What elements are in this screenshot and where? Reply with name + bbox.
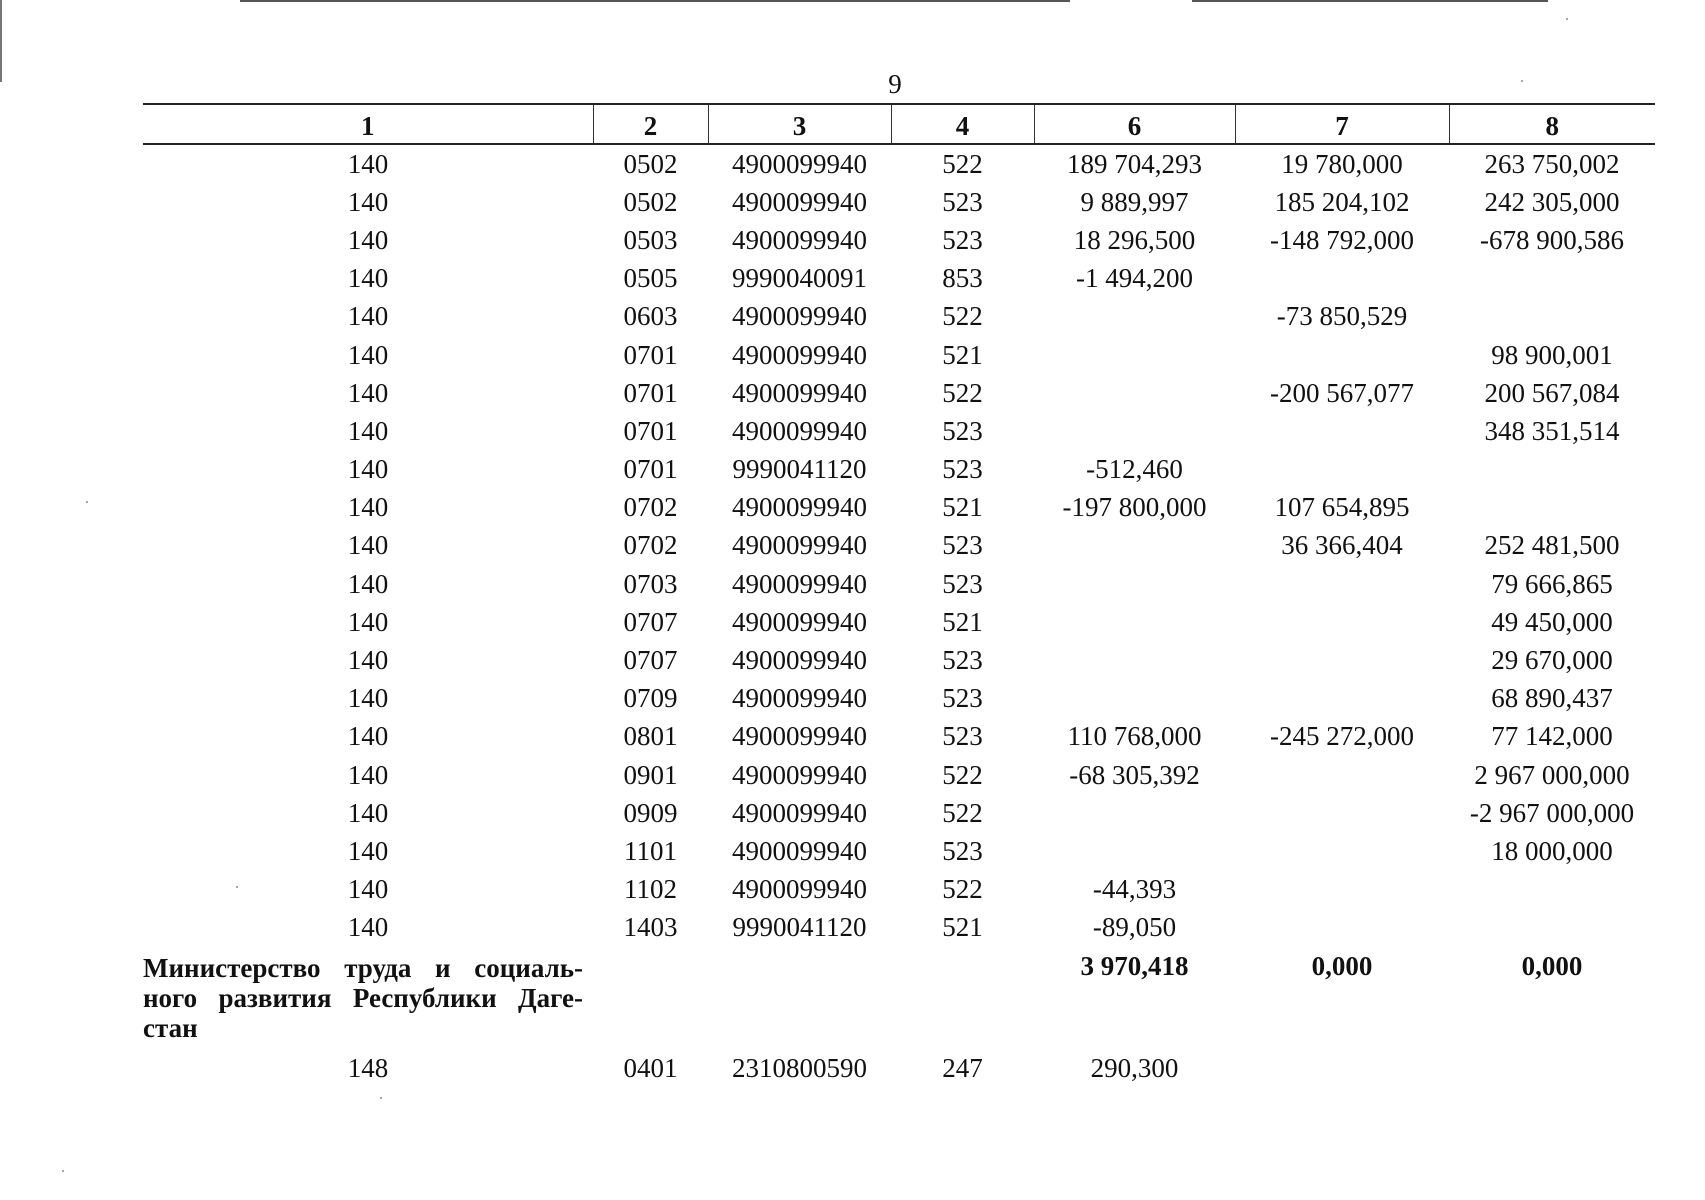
table-cell <box>1235 451 1449 489</box>
table-cell: 4900099940 <box>732 492 867 523</box>
table-cell: 4900099940 <box>732 645 867 676</box>
table-cell: 148 <box>347 1053 389 1084</box>
table-cell: 4900099940 <box>732 148 867 179</box>
table-row <box>143 909 1655 947</box>
table-cell: 0707 <box>623 606 678 637</box>
table-cell: 0701 <box>623 415 678 446</box>
table-cell: 523 <box>942 415 983 446</box>
table-row <box>143 336 1655 374</box>
table-row <box>143 451 1655 489</box>
table-cell: 522 <box>942 759 983 790</box>
column-header: 7 <box>1235 104 1449 144</box>
budget-table-container <box>143 103 1655 1091</box>
table-cell: -89,050 <box>1092 912 1177 943</box>
column-header: 1 <box>143 104 593 144</box>
table-cell: 521 <box>942 339 983 370</box>
organization-row <box>143 947 1655 1043</box>
table-cell: 18 000,000 <box>1491 835 1613 866</box>
table-cell: 4900099940 <box>732 186 867 217</box>
column-header: 8 <box>1449 104 1655 144</box>
table-row <box>143 183 1655 221</box>
table-cell <box>1034 641 1235 679</box>
table-cell: 4900099940 <box>732 530 867 561</box>
table-cell <box>1449 909 1655 947</box>
table-cell <box>1034 336 1235 374</box>
table-cell: 1403 <box>623 912 678 943</box>
table-cell: 523 <box>942 721 983 752</box>
table-cell: 522 <box>942 148 983 179</box>
table-cell: -68 305,392 <box>1069 759 1200 790</box>
table-cell: 0401 <box>623 1053 678 1084</box>
table-cell: 348 351,514 <box>1484 415 1620 446</box>
table-cell <box>708 947 891 1043</box>
table-row <box>143 221 1655 259</box>
organization-total-col7: 0,000 <box>1311 950 1373 981</box>
table-cell: 0909 <box>623 797 678 828</box>
table-cell <box>1235 603 1449 641</box>
table-cell: -512,460 <box>1086 454 1183 485</box>
column-header: 6 <box>1034 104 1235 144</box>
table-cell <box>1235 871 1449 909</box>
column-header: 4 <box>891 104 1034 144</box>
table-row <box>143 260 1655 298</box>
column-header: 3 <box>708 104 891 144</box>
table-cell: 4900099940 <box>732 606 867 637</box>
table-cell: 0901 <box>623 759 678 790</box>
table-cell: 523 <box>942 645 983 676</box>
table-cell: 19 780,000 <box>1281 148 1403 179</box>
page-number: 9 <box>888 69 902 99</box>
table-header <box>143 104 1655 144</box>
table-cell <box>1235 412 1449 450</box>
table-cell: 521 <box>942 606 983 637</box>
table-cell: 140 <box>347 683 389 714</box>
table-cell: 522 <box>942 377 983 408</box>
table-cell <box>1034 832 1235 870</box>
table-cell: 0505 <box>623 263 678 294</box>
table-cell: 247 <box>942 1053 983 1084</box>
table-cell: 523 <box>942 186 983 217</box>
table-cell: 2310800590 <box>732 1053 867 1084</box>
table-cell: 140 <box>347 721 389 752</box>
table-cell: 140 <box>347 263 389 294</box>
table-cell: 523 <box>942 683 983 714</box>
table-cell <box>1449 451 1655 489</box>
table-cell <box>1235 756 1449 794</box>
table-cell: 140 <box>347 568 389 599</box>
table-row <box>143 144 1655 183</box>
scan-speck <box>62 1170 64 1172</box>
table-body <box>143 144 1655 1091</box>
budget-table <box>143 103 1655 1091</box>
table-row <box>143 718 1655 756</box>
table-cell: 521 <box>942 492 983 523</box>
table-cell: 853 <box>942 263 983 294</box>
table-cell: 0502 <box>623 148 678 179</box>
table-cell <box>1235 832 1449 870</box>
table-row <box>143 680 1655 718</box>
table-cell: 140 <box>347 415 389 446</box>
table-cell: 0701 <box>623 339 678 370</box>
table-cell: 0701 <box>623 377 678 408</box>
table-cell <box>1449 298 1655 336</box>
table-cell <box>1235 680 1449 718</box>
table-row <box>143 641 1655 679</box>
table-cell: 4900099940 <box>732 415 867 446</box>
table-cell: -2 967 000,000 <box>1469 797 1635 828</box>
table-cell: 140 <box>347 912 389 943</box>
table-cell: 1101 <box>624 835 677 866</box>
table-cell: 0707 <box>623 645 678 676</box>
table-cell <box>593 947 708 1043</box>
table-cell: 4900099940 <box>732 797 867 828</box>
scan-border-line <box>240 0 1070 2</box>
table-cell: 140 <box>347 797 389 828</box>
table-cell: 140 <box>347 339 389 370</box>
table-cell: 110 768,000 <box>1067 721 1202 752</box>
column-header: 2 <box>593 104 708 144</box>
table-cell: 0603 <box>623 301 678 332</box>
table-cell: 9990041120 <box>732 912 867 943</box>
table-row <box>143 603 1655 641</box>
table-cell: 140 <box>347 606 389 637</box>
table-cell: 4900099940 <box>732 721 867 752</box>
table-cell <box>1449 1043 1655 1091</box>
table-cell: -148 792,000 <box>1270 224 1414 255</box>
table-row <box>143 412 1655 450</box>
table-cell: -678 900,586 <box>1480 224 1624 255</box>
table-cell: 140 <box>347 492 389 523</box>
table-cell: 1102 <box>624 874 677 905</box>
organization-name: Министерство труда и социаль-ного развития Республики Даге-стан <box>143 952 583 1043</box>
table-row <box>143 1043 1655 1091</box>
table-cell: 4900099940 <box>732 759 867 790</box>
table-cell: 140 <box>347 224 389 255</box>
table-cell: 9 889,997 <box>1080 186 1189 217</box>
table-cell: 9990041120 <box>732 454 867 485</box>
table-cell: 9990040091 <box>732 263 867 294</box>
scan-speck <box>1521 80 1523 82</box>
table-cell: 98 900,001 <box>1491 339 1613 370</box>
table-cell: 140 <box>347 759 389 790</box>
table-cell: 4900099940 <box>732 301 867 332</box>
table-cell <box>1449 489 1655 527</box>
table-cell: 140 <box>347 454 389 485</box>
table-cell <box>1235 909 1449 947</box>
table-cell: 0801 <box>623 721 678 752</box>
table-cell: 140 <box>347 148 389 179</box>
table-cell: 4900099940 <box>732 377 867 408</box>
table-row <box>143 794 1655 832</box>
table-cell: 107 654,895 <box>1274 492 1410 523</box>
table-row <box>143 374 1655 412</box>
table-cell: 252 481,500 <box>1484 530 1620 561</box>
table-cell: -1 494,200 <box>1076 263 1193 294</box>
table-cell <box>1235 565 1449 603</box>
table-cell <box>1235 260 1449 298</box>
table-cell: -200 567,077 <box>1270 377 1414 408</box>
header-row <box>143 104 1655 144</box>
table-cell: 523 <box>942 530 983 561</box>
table-cell: 263 750,002 <box>1484 148 1620 179</box>
table-cell: 0701 <box>623 454 678 485</box>
table-row <box>143 871 1655 909</box>
table-cell: 140 <box>347 186 389 217</box>
table-cell: 521 <box>942 912 983 943</box>
table-cell: 29 670,000 <box>1491 645 1613 676</box>
table-cell: 522 <box>942 301 983 332</box>
table-cell: -245 272,000 <box>1270 721 1414 752</box>
table-cell: 523 <box>942 454 983 485</box>
table-cell: 49 450,000 <box>1491 606 1613 637</box>
table-cell: 77 142,000 <box>1491 721 1613 752</box>
table-cell: 79 666,865 <box>1491 568 1613 599</box>
table-row <box>143 832 1655 870</box>
table-cell: -44,393 <box>1092 874 1177 905</box>
organization-total-col6: 3 970,418 <box>1080 950 1189 981</box>
table-cell: 189 704,293 <box>1067 148 1202 179</box>
table-cell: 4900099940 <box>732 874 867 905</box>
table-cell: 522 <box>942 797 983 828</box>
table-cell <box>1034 412 1235 450</box>
table-cell: 140 <box>347 874 389 905</box>
table-cell: 0703 <box>623 568 678 599</box>
table-cell: 140 <box>347 835 389 866</box>
table-cell: 140 <box>347 377 389 408</box>
table-row <box>143 756 1655 794</box>
table-cell: 18 296,500 <box>1073 224 1196 255</box>
table-cell <box>1034 527 1235 565</box>
table-cell: 4900099940 <box>732 568 867 599</box>
table-cell: 185 204,102 <box>1274 186 1410 217</box>
table-cell: 0702 <box>623 492 678 523</box>
table-cell: 523 <box>942 224 983 255</box>
table-cell <box>1034 680 1235 718</box>
table-cell: 0503 <box>623 224 678 255</box>
table-cell: 68 890,437 <box>1491 683 1613 714</box>
table-cell <box>1449 871 1655 909</box>
scan-speck <box>380 1097 382 1099</box>
table-cell: 4900099940 <box>732 224 867 255</box>
table-cell <box>1034 794 1235 832</box>
table-cell <box>1449 260 1655 298</box>
table-cell: 140 <box>347 530 389 561</box>
table-cell: 0702 <box>623 530 678 561</box>
table-cell: 522 <box>942 874 983 905</box>
table-cell <box>1235 641 1449 679</box>
table-cell: 290,300 <box>1090 1053 1179 1084</box>
table-cell: 200 567,084 <box>1484 377 1620 408</box>
table-cell <box>1034 374 1235 412</box>
table-cell: 4900099940 <box>732 683 867 714</box>
table-cell <box>1235 794 1449 832</box>
table-cell <box>1034 298 1235 336</box>
table-cell: 0502 <box>623 186 678 217</box>
table-cell: 523 <box>942 835 983 866</box>
table-row <box>143 489 1655 527</box>
table-cell <box>891 947 1034 1043</box>
scan-speck <box>1566 18 1568 20</box>
table-cell: 4900099940 <box>732 835 867 866</box>
table-cell: 2 967 000,000 <box>1474 759 1630 790</box>
scan-edge <box>0 0 2 82</box>
organization-total-col8: 0,000 <box>1521 950 1583 981</box>
table-cell: -197 800,000 <box>1062 492 1207 523</box>
scan-border-line <box>1192 0 1548 2</box>
table-cell: 0709 <box>623 683 678 714</box>
table-cell <box>1034 603 1235 641</box>
table-cell: 140 <box>347 301 389 332</box>
table-cell: 140 <box>347 645 389 676</box>
table-cell <box>1034 565 1235 603</box>
table-cell: 242 305,000 <box>1484 186 1620 217</box>
table-cell <box>1235 336 1449 374</box>
table-cell: 4900099940 <box>732 339 867 370</box>
table-row <box>143 298 1655 336</box>
table-row <box>143 565 1655 603</box>
table-cell <box>1235 1043 1449 1091</box>
table-cell: 523 <box>942 568 983 599</box>
scan-speck <box>86 501 88 503</box>
table-row <box>143 527 1655 565</box>
table-cell: 36 366,404 <box>1281 530 1403 561</box>
table-cell: -73 850,529 <box>1276 301 1408 332</box>
